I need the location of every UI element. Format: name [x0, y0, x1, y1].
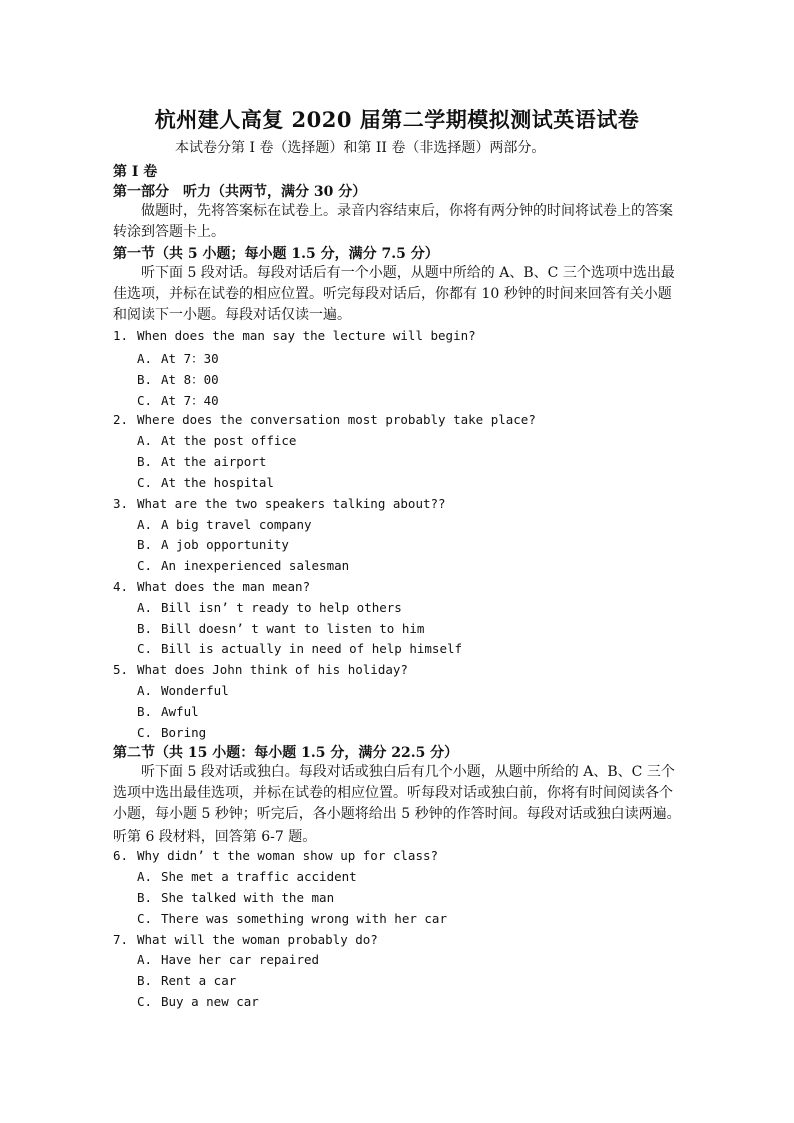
option-text: There was something wrong with her car: [161, 911, 447, 926]
question-text: What does John think of his holiday?: [137, 662, 408, 677]
section1-heading: [113, 243, 439, 263]
option-1a: [137, 349, 219, 367]
option-6a: [137, 869, 357, 884]
option-4c: [137, 641, 462, 656]
option-text: At 7：30: [161, 351, 219, 366]
question-number: 4.: [113, 579, 129, 594]
option-2b: [137, 454, 266, 469]
material-6-label: 听第 6 段材料，回答第 6-7 题。: [113, 829, 317, 845]
page-subtitle: 本试卷分第 I 卷（选择题）和第 II 卷（非选择题）两部分。: [175, 140, 546, 156]
option-label: C.: [137, 393, 153, 408]
option-text: At the hospital: [161, 475, 274, 490]
option-label: A.: [137, 683, 153, 698]
section2-heading: [113, 742, 458, 762]
option-5a: [137, 683, 229, 698]
option-text: Boring: [161, 725, 207, 740]
option-text: At 7：40: [161, 393, 219, 408]
option-label: A.: [137, 952, 153, 967]
option-5c: [137, 725, 206, 740]
option-label: A.: [137, 869, 153, 884]
question-text: Why didn’ t the woman show up for class?: [137, 848, 439, 863]
part1-instructions: 做题时，先将答案标在试卷上。录音内容结束后，你将有两分钟的时间将试卷上的答案转涂到答题卡上。: [113, 203, 673, 240]
option-label: B.: [137, 621, 153, 636]
option-label: C.: [137, 911, 153, 926]
question-number: 1.: [113, 328, 129, 343]
option-label: C.: [137, 558, 153, 573]
option-label: B.: [137, 454, 153, 469]
option-label: A.: [137, 433, 153, 448]
option-label: B.: [137, 372, 153, 387]
question-2: [113, 412, 536, 427]
option-label: B.: [137, 890, 153, 905]
question-number: 7.: [113, 932, 129, 947]
option-text: At the airport: [161, 454, 267, 469]
option-text: An inexperienced salesman: [161, 558, 350, 573]
option-1c: [137, 391, 219, 409]
option-text: Rent a car: [161, 973, 237, 988]
option-text: Bill is actually in need of help himself: [161, 641, 463, 656]
option-label: A.: [137, 600, 153, 615]
option-2a: [137, 433, 296, 448]
option-5b: [137, 704, 199, 719]
question-7: [113, 932, 378, 947]
option-text: Awful: [161, 704, 199, 719]
volume-heading: 第 I 卷: [113, 164, 158, 180]
question-5: [113, 662, 408, 677]
option-text: She talked with the man: [161, 890, 335, 905]
option-text: Bill doesn’ t want to listen to him: [161, 621, 425, 636]
section2-instructions: 听下面 5 段对话或独白。每段对话或独白后有几个小题，从题中所给的 A、B、C 三个选项中选出最佳选项，并标在试卷的相应位置。听每段对话或独白前，你将有时间阅读各个小题，每小题 5 秒钟；听完后，各小题将给出 5 秒钟的作答时间。每段对话或独白读两遍。: [113, 764, 681, 822]
question-text: When does the man say the lecture will begin?: [137, 328, 476, 343]
option-text: A big travel company: [161, 517, 312, 532]
question-number: 5.: [113, 662, 129, 677]
option-text: Buy a new car: [161, 994, 259, 1009]
option-1b: [137, 370, 219, 388]
option-label: B.: [137, 973, 153, 988]
option-label: A.: [137, 517, 153, 532]
option-4b: [137, 621, 424, 636]
option-text: At the post office: [161, 433, 297, 448]
option-label: B.: [137, 537, 153, 552]
question-text: What are the two speakers talking about??: [137, 496, 446, 511]
question-6: [113, 848, 438, 863]
option-7c: [137, 994, 259, 1009]
section1-heading-text: 第一节（共 5 小题；每小题 1.5 分，满分 7.5 分）: [113, 246, 439, 262]
option-label: C.: [137, 725, 153, 740]
question-3: [113, 496, 446, 511]
section2-heading-text: 第二节（共 15 小题：每小题 1.5 分，满分 22.5 分）: [113, 745, 459, 761]
question-text: What will the woman probably do?: [137, 932, 378, 947]
page-title: 杭州建人高复 2020 届第二学期模拟测试英语试卷: [154, 107, 640, 132]
option-label: C.: [137, 994, 153, 1009]
option-6b: [137, 890, 334, 905]
option-label: A.: [137, 351, 153, 366]
question-4: [113, 579, 310, 594]
option-label: B.: [137, 704, 153, 719]
option-text: She met a traffic accident: [161, 869, 357, 884]
option-text: At 8：00: [161, 372, 219, 387]
question-text: What does the man mean?: [137, 579, 311, 594]
option-label: C.: [137, 641, 153, 656]
option-2c: [137, 475, 274, 490]
option-7a: [137, 952, 319, 967]
question-number: 2.: [113, 412, 129, 427]
option-text: Wonderful: [161, 683, 229, 698]
part1-heading: 第一部分 听力（共两节，满分 30 分）: [113, 184, 367, 200]
question-1: [113, 328, 476, 343]
question-text: Where does the conversation most probably take place?: [137, 412, 536, 427]
option-label: C.: [137, 475, 153, 490]
option-text: A job opportunity: [161, 537, 289, 552]
option-6c: [137, 911, 447, 926]
option-7b: [137, 973, 236, 988]
option-3c: [137, 558, 349, 573]
option-text: Bill isn’ t ready to help others: [161, 600, 402, 615]
option-text: Have her car repaired: [161, 952, 320, 967]
question-number: 6.: [113, 848, 129, 863]
option-3b: [137, 537, 289, 552]
option-4a: [137, 600, 402, 615]
option-3a: [137, 517, 312, 532]
section1-instructions: 听下面 5 段对话。每段对话后有一个小题，从题中所给的 A、B、C 三个选项中选出最佳选项，并标在试卷的相应位置。听完每段对话后，你都有 10 秒钟的时间来回答有关小题和阅读下一小题。每段对话仅读一遍。: [113, 265, 675, 323]
question-number: 3.: [113, 496, 129, 511]
